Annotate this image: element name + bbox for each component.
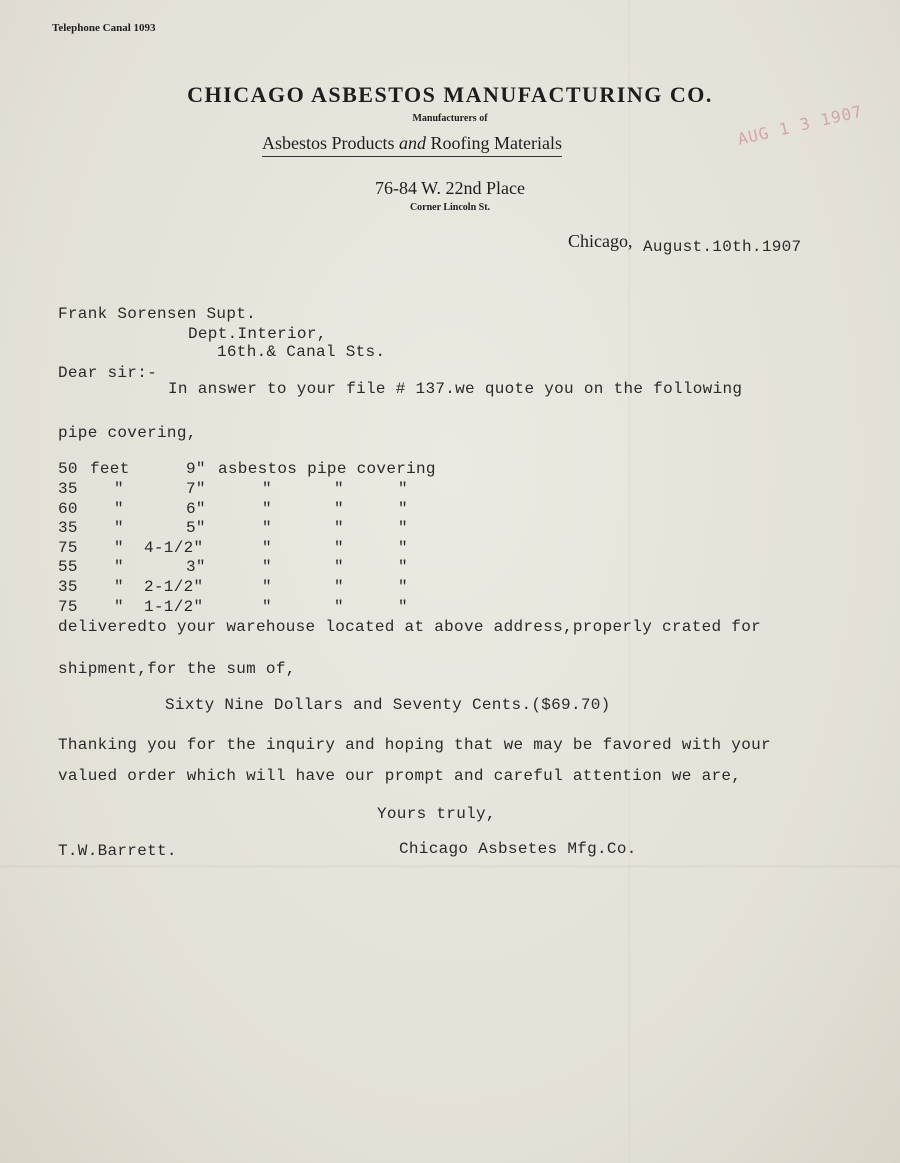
- yours-truly: Yours truly,: [377, 805, 496, 823]
- item-size: 3": [186, 558, 206, 576]
- item-unit: ": [114, 519, 124, 537]
- item-size: 5": [186, 519, 206, 537]
- item-unit: ": [114, 500, 124, 518]
- item-size: 9": [186, 460, 206, 478]
- recipient-dept: Dept.Interior,: [188, 325, 327, 343]
- item-unit: ": [114, 598, 124, 616]
- closing-line-2: valued order which will have our prompt and careful attention we are,: [58, 767, 742, 785]
- ditto-2: ": [334, 558, 344, 576]
- ditto-2: ": [334, 598, 344, 616]
- item-unit: feet: [90, 460, 130, 478]
- ditto-1: ": [262, 558, 272, 576]
- item-qty: 60: [58, 500, 78, 518]
- item-unit: ": [114, 480, 124, 498]
- signature-company: Chicago Asbsetes Mfg.Co.: [399, 840, 637, 858]
- ditto-3: ": [398, 558, 408, 576]
- ditto-2: ": [334, 480, 344, 498]
- company-name: CHICAGO ASBESTOS MANUFACTURING CO.: [187, 82, 713, 107]
- item-size: 6": [186, 500, 206, 518]
- item-qty: 35: [58, 519, 78, 537]
- item-unit: ": [114, 539, 124, 557]
- sender-initials: T.W.Barrett.: [58, 842, 177, 860]
- products-part1: Asbestos Products: [262, 133, 395, 153]
- ditto-1: ": [262, 578, 272, 596]
- manufacturers-of: Manufacturers of: [412, 113, 488, 124]
- item-qty: 75: [58, 598, 78, 616]
- ditto-2: ": [334, 578, 344, 596]
- item-size: 2-1/2": [144, 578, 204, 596]
- ditto-1: ": [262, 500, 272, 518]
- delivery-line-2: shipment,for the sum of,: [58, 660, 296, 678]
- item-unit: ": [114, 578, 124, 596]
- item-size: 4-1/2": [144, 539, 204, 557]
- quoted-amount: Sixty Nine Dollars and Seventy Cents.($69.70): [165, 696, 611, 714]
- dateline-date: August.10th.1907: [643, 238, 802, 256]
- address-corner: Corner Lincoln St.: [409, 202, 491, 213]
- item-unit: ": [114, 558, 124, 576]
- item-qty: 35: [58, 578, 78, 596]
- closing-line-1: Thanking you for the inquiry and hoping that we may be favored with your: [58, 736, 771, 754]
- item-qty: 55: [58, 558, 78, 576]
- ditto-1: ": [262, 539, 272, 557]
- ditto-1: ": [262, 480, 272, 498]
- item-qty: 75: [58, 539, 78, 557]
- ditto-3: ": [398, 480, 408, 498]
- item-size: 7": [186, 480, 206, 498]
- intro-line: In answer to your file # 137.we quote you on the following: [168, 380, 743, 398]
- ditto-1: ": [262, 519, 272, 537]
- ditto-2: ": [334, 519, 344, 537]
- recipient-street: 16th.& Canal Sts.: [217, 343, 386, 361]
- dateline-city: Chicago,: [568, 231, 633, 251]
- company-address: 76-84 W. 22nd Place: [375, 178, 525, 198]
- ditto-3: ": [398, 578, 408, 596]
- delivery-line-1: deliveredto your warehouse located at above address,properly crated for: [58, 618, 762, 636]
- ditto-2: ": [334, 500, 344, 518]
- products-part2: Roofing Materials: [430, 133, 562, 153]
- products-line: [262, 133, 562, 157]
- telephone-number: Telephone Canal 1093: [52, 22, 156, 34]
- ditto-3: ": [398, 500, 408, 518]
- received-date-stamp: AUG 1 3 1907: [735, 101, 865, 149]
- salutation: Dear sir:-: [58, 364, 158, 382]
- item-desc: asbestos pipe covering: [218, 460, 436, 478]
- item-qty: 50: [58, 460, 78, 478]
- ditto-3: ": [398, 598, 408, 616]
- item-qty: 35: [58, 480, 78, 498]
- intro-line-2: pipe covering,: [58, 424, 197, 442]
- ditto-1: ": [262, 598, 272, 616]
- ditto-2: ": [334, 539, 344, 557]
- ditto-3: ": [398, 519, 408, 537]
- products-and: and: [399, 133, 427, 153]
- ditto-3: ": [398, 539, 408, 557]
- recipient-name: Frank Sorensen Supt.: [58, 305, 257, 323]
- item-size: 1-1/2": [144, 598, 204, 616]
